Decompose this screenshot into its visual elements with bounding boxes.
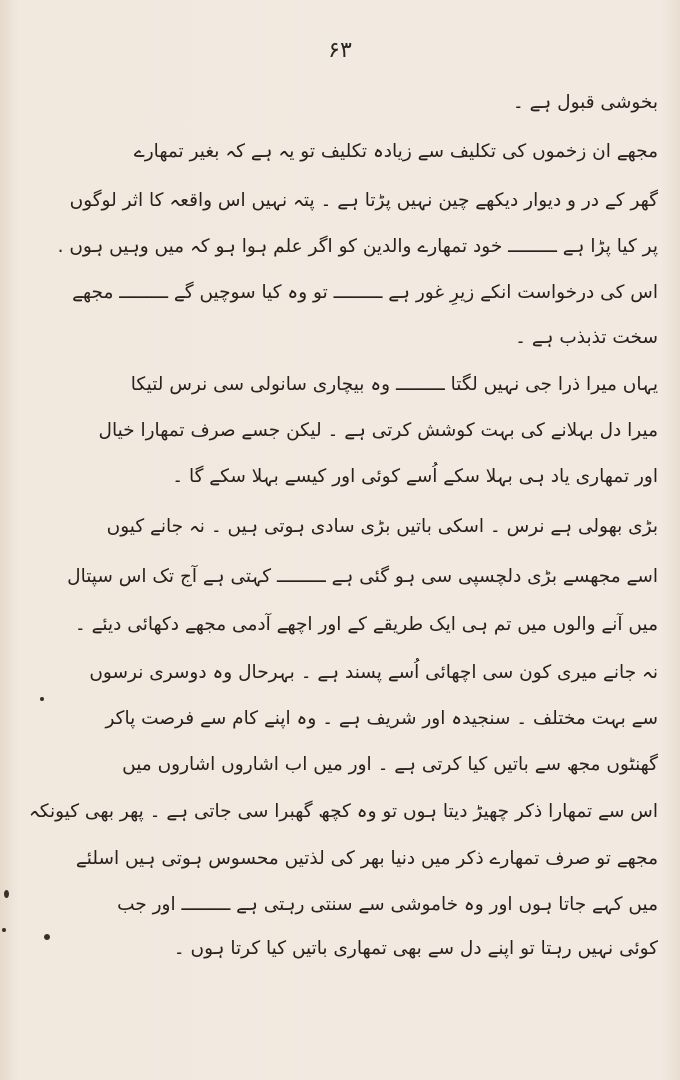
text-line: اور تمھاری یاد ہی بہلا سکے اُسے کوئی اور کیسے بہلا سکے گا ۔ — [172, 466, 658, 487]
text-line: یہاں میرا ذرا جی نہیں لگتا ـــــــــ وہ بیچاری سانولی سی نرس لتیکا — [130, 374, 658, 395]
text-line: اسے مجھسے بڑی دلچسپی سی ہو گئی ہے ـــــــــ کہتی ہے آج تک اس سپتال — [67, 566, 658, 587]
text-line: کوئی نہیں رہتا تو اپنے دل سے بھی تمھاری باتیں کیا کرتا ہوں ۔ — [173, 938, 658, 959]
text-line: میں کہے جاتا ہوں اور وہ خاموشی سے سنتی رہتی ہے ـــــــــ اور جب — [117, 894, 658, 915]
text-line: اس سے تمھارا ذکر چھیڑ دیتا ہوں تو وہ کچھ گھبرا سی جاتی ہے ۔ پھر بھی کیونکہ — [28, 801, 658, 822]
ink-speck — [4, 890, 9, 898]
page-number: ۶۳ — [328, 38, 352, 63]
ink-speck — [40, 697, 44, 701]
ink-speck — [44, 934, 50, 940]
text-line: سخت تذبذب ہے ۔ — [515, 327, 658, 348]
ink-speck — [2, 928, 6, 932]
text-line: میرا دل بہلانے کی بہت کوشش کرتی ہے ۔ لیکن جسے صرف تمھارا خیال — [98, 420, 658, 441]
text-line: اس کی درخواست انکے زیرِ غور ہے ـــــــــ تو وہ کیا سوچیں گے ـــــــــ مجھے — [72, 282, 658, 303]
text-line: نہ جانے میری کون سی اچھائی اُسے پسند ہے ۔ بہرحال وہ دوسری نرسوں — [89, 662, 658, 683]
text-line: میں آنے والوں میں تم ہی ایک طریقے کے اور اچھے آدمی مجھے دکھائی دیئے ۔ — [74, 614, 658, 635]
text-line: مجھے تو صرف تمھارے ذکر میں دنیا بھر کی لذتیں محسوس ہوتی ہیں اسلئے — [75, 848, 658, 869]
text-line: بخوشی قبول ہے ۔ — [512, 92, 658, 113]
text-line: پر کیا پڑا ہے ـــــــــ خود تمھارے والدین کو اگر علم ہوا ہو کہ میں وہیں ہوں . — [57, 236, 658, 257]
text-line: مجھے ان زخموں کی تکلیف سے زیادہ تکلیف تو یہ ہے کہ بغیر تمھارے — [133, 141, 658, 162]
text-line: گھر کے در و دیوار دیکھے چین نہیں پڑتا ہے ۔ پتہ نہیں اس واقعہ کا اثر لوگوں — [69, 190, 658, 211]
text-line: سے بہت مختلف ۔ سنجیدہ اور شریف ہے ۔ وہ اپنے کام سے فرصت پاکر — [105, 708, 658, 729]
text-line: گھنٹوں مجھ سے باتیں کیا کرتی ہے ۔ اور میں اب اشاروں اشاروں میں — [122, 754, 658, 775]
text-line: بڑی بھولی ہے نرس ۔ اسکی باتیں بڑی سادی ہوتی ہیں ۔ نہ جانے کیوں — [106, 516, 658, 537]
